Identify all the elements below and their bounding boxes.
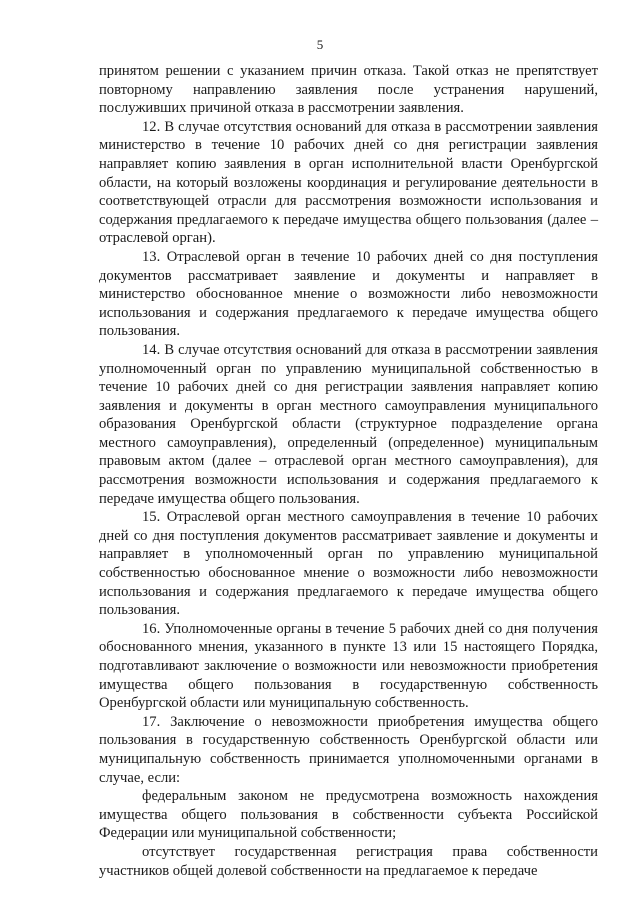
- paragraph-12: 12. В случае отсутствия оснований для отказа в рассмотрении заявления министерство в течение 10 рабочих дней со дня регистрации заявления направляет копию заявления в орган исполнительной власти Оренбургской области, на который возложены координация и регулирование деятельности в соответствующей отрасли для рассмотрения возможности использования и содержания предлагаемого к передаче имущества общего пользования (далее – отраслевой орган).: [99, 118, 598, 247]
- paragraph-continuation: принятом решении с указанием причин отказа. Такой отказ не препятствует повторному направлению заявления после устранения нарушений, послуживших причиной отказа в рассмотрении заявления.: [99, 63, 598, 117]
- document-body: [99, 62, 598, 880]
- paragraph-17-condition-1: федеральным законом не предусмотрена возможность нахождения имущества общего пользования в собственности субъекта Российской Федерации или муниципальной собственности;: [99, 788, 598, 842]
- page-number: 5: [316, 37, 324, 52]
- paragraph-15: 15. Отраслевой орган местного самоуправления в течение 10 рабочих дней со дня поступления документов рассматривает заявление и документы и направляет в уполномоченный орган по управлению муниципальной собственностью обоснованное мнение о возможности либо невозможности использования и содержания предлагаемого к передаче имущества общего пользования.: [99, 509, 598, 619]
- paragraph-16: 16. Уполномоченные органы в течение 5 рабочих дней со дня получения обоснованного мнения, указанного в пункте 13 или 15 настоящего Порядка, подготавливают заключение о возможности или невозможности приобретения имущества общего пользования в государственную собственность Оренбургской области или муниципальную собственность.: [99, 620, 598, 712]
- paragraph-17: 17. Заключение о невозможности приобретения имущества общего пользования в государственную собственность Оренбургской области или муниципальную собственность принимается уполномоченными органами в случае, если:: [99, 713, 598, 786]
- paragraph-13: 13. Отраслевой орган в течение 10 рабочих дней со дня поступления документов рассматривает заявление и документы и направляет в министерство обоснованное мнение о возможности либо невозможности использования и содержания предлагаемого к передаче имущества общего пользования.: [99, 248, 598, 340]
- paragraph-14: 14. В случае отсутствия оснований для отказа в рассмотрении заявления уполномоченный орган по управлению муниципальной собственностью в течение 10 рабочих дней со дня регистрации заявления направляет копию заявления и документы в орган местного самоуправления муниципального образования Оренбургской области (структурное подразделение органа местного самоуправления), определенный (определенное) муниципальным правовым актом (далее – отраслевой орган местного самоуправления), для рассмотрения возможности использования и содержания предлагаемого к передаче имущества общего пользования.: [99, 341, 598, 507]
- paragraph-17-condition-2: отсутствует государственная регистрация права собственности участников общей долевой собственности на предлагаемое к передаче: [99, 843, 598, 879]
